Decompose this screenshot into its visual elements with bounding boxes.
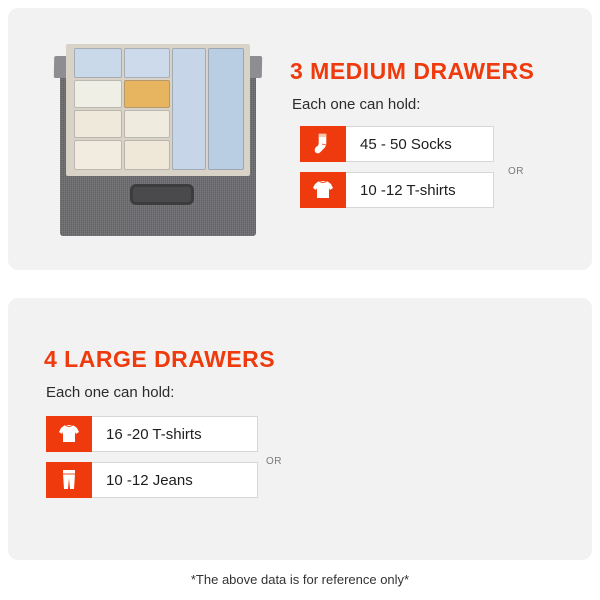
capacity-label: 45 - 50 Socks (346, 126, 494, 162)
folded-item (74, 48, 122, 78)
folded-item (124, 48, 170, 78)
capacity-label: 10 -12 Jeans (92, 462, 258, 498)
panel-large-headline: 4 LARGE DRAWERS (44, 346, 276, 372)
footnote: *The above data is for reference only* (190, 572, 410, 587)
folded-item (124, 110, 170, 138)
panel-large-drawers (8, 298, 592, 560)
or-separator: OR (508, 166, 524, 177)
capacity-row (300, 126, 494, 162)
folded-item (74, 110, 122, 138)
tshirt-icon (300, 172, 346, 208)
panel-large-capacity-list (46, 416, 258, 508)
capacity-row (46, 416, 258, 452)
tshirt-icon (46, 416, 92, 452)
folded-item (124, 80, 170, 108)
folded-item (172, 48, 206, 170)
medium-drawer-photo (52, 34, 272, 249)
folded-item (124, 140, 170, 170)
capacity-row (300, 172, 494, 208)
capacity-row (46, 462, 258, 498)
drawer-handle (130, 184, 194, 205)
sock-icon (300, 126, 346, 162)
panel-medium-capacity-list (300, 126, 494, 218)
capacity-label: 10 -12 T-shirts (346, 172, 494, 208)
panel-large-subline: Each one can hold: (46, 384, 175, 401)
or-separator: OR (266, 456, 282, 467)
folded-item (74, 140, 122, 170)
folded-item (74, 80, 122, 108)
panel-medium-subline: Each one can hold: (292, 96, 421, 113)
jeans-icon (46, 462, 92, 498)
panel-medium-drawers (8, 8, 592, 270)
panel-medium-headline: 3 MEDIUM DRAWERS (290, 58, 535, 84)
capacity-label: 16 -20 T-shirts (92, 416, 258, 452)
folded-item (208, 48, 244, 170)
